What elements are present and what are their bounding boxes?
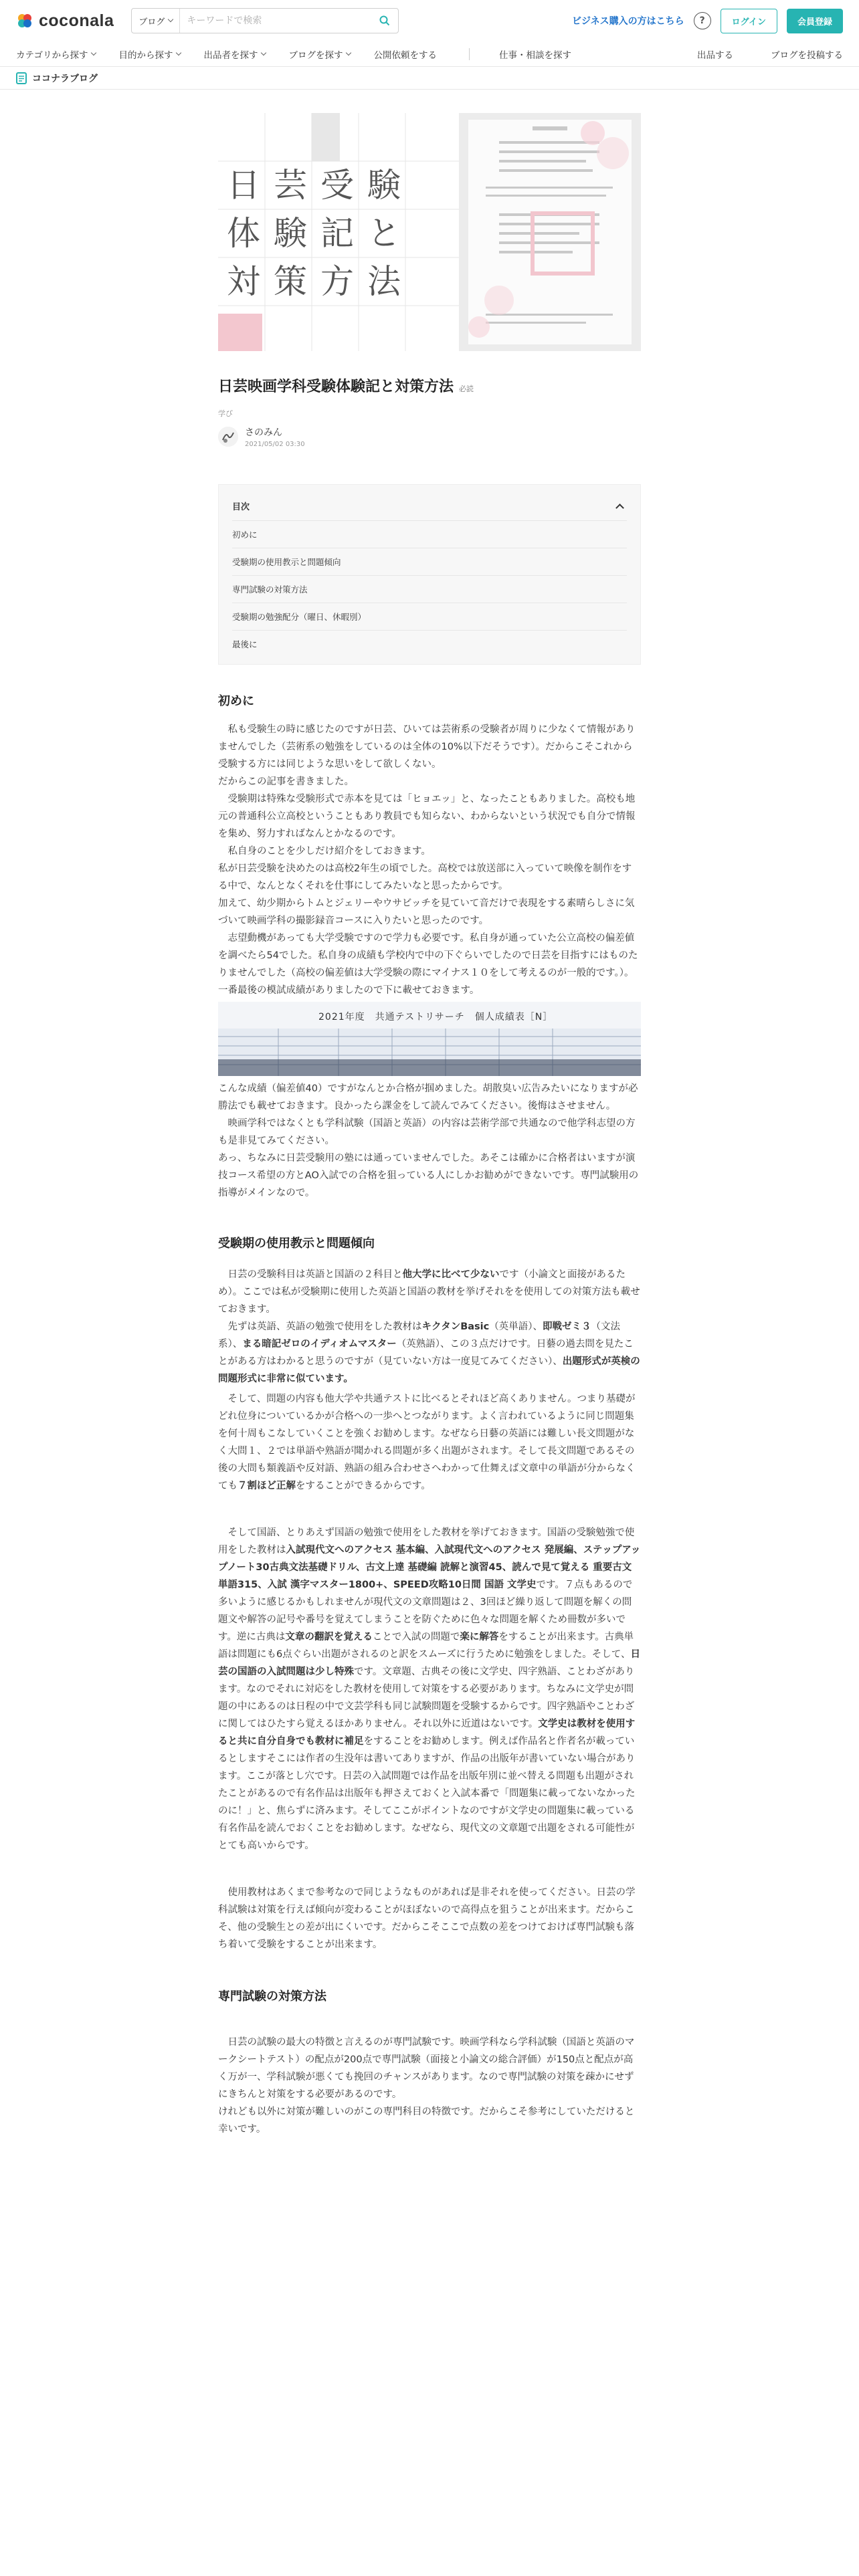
eyecatch-char: と	[367, 214, 401, 253]
toc-item[interactable]: 初めに	[232, 520, 627, 548]
chevron-down-icon	[91, 49, 96, 55]
text: をすることをお勧めします。例えば作品名と作者名が載っているとしますそこには作者の生没年は書いてありますが、作品の出版年が書いていない場合があります。ここが落とし穴です。日芸の入試問題では作品を出版年別に並べ替える問題も出題がされたことがあるので有名作品は出版年も押さえておくと入試本番で「問題集に載ってないなかったのに！」と、焦らずに済みます。そしてここがポイントなのですが文学史の問題集に載っている有名作品を読んでおくことをお勧めします。なぜなら、現代文の文章題で出題をされる可能性がとても高いからです。	[218, 1736, 636, 1851]
article-title: 日芸映画学科受験体験記と対策方法	[218, 379, 454, 395]
paragraph: 映画学科ではなくとも学科試験（国語と英語）の内容は芸術学部で共通なので他学科志望の方も是非見てみてください。	[218, 1118, 636, 1146]
help-icon[interactable]: ?	[694, 12, 711, 29]
emphasis: 入試現代文へのアクセス 基本編、入試現代文へのアクセス 発展編、ステップアップノート30古典文法基礎ドリル、古文上達 基礎編 読解と演習45、読んで見て覚える 重要古文単語315、入試 漢字マスター1800+、SPEED攻略10日間 国語 文学史	[218, 1545, 641, 1590]
blog-icon	[16, 72, 27, 84]
text: をすることが出来ます。古典単語は問題にも6点ぐらい出題がされるのと訳をスムーズに行うために勉強をしました。そして、	[218, 1632, 634, 1660]
chevron-up-icon[interactable]	[615, 504, 624, 512]
chevron-down-icon	[176, 49, 181, 55]
text: そして、問題の内容も他大学や共通テストに比べるとそれほど高くありません。つまり基礎がどれ位身についているかが合格への一歩へとつながります。よく言われているように同じ問題集を何十周もこなしていくことを強くお勧めします。なぜなら日藝の英語には難しい長文問題がなく大問１、２では単語や熟語が聞かれる問題が多く出題がされます。そして長文問題であるその後の大問も類義語や反対語、熟語の組み合わせさへわかって仕舞えば文章中の単語が分からなくても	[218, 1394, 636, 1491]
score-report-image	[218, 1002, 641, 1076]
toc-item[interactable]: 受験期の使用教示と問題傾向	[232, 548, 627, 575]
eyecatch-char: 験	[367, 166, 401, 205]
toc-item[interactable]: 専門試験の対策方法	[232, 575, 627, 603]
emphasis: ７割ほど正解	[237, 1481, 296, 1491]
eyecatch-title-panel	[218, 113, 459, 351]
blog-bar-label[interactable]: ココナラブログ	[32, 73, 98, 84]
nav-seller[interactable]	[203, 47, 266, 61]
text: （英単語）、	[489, 1321, 543, 1332]
search-category-select[interactable]	[132, 9, 180, 33]
eyecatch-image	[218, 113, 641, 351]
paragraph: あっ、ちなみに日芸受験用の塾には通っていませんでした。あそこは確かに合格者はいますが演技コース希望の方とAO入試での合格を狙っている人にしかお勧めができないです。専門試験用の指導がメインなので。	[218, 1153, 639, 1198]
search-bar	[131, 8, 399, 33]
nav-divider	[469, 48, 470, 60]
main-nav	[0, 41, 859, 67]
text: をすることができるからです。	[296, 1481, 431, 1491]
nav-sell[interactable]: 出品する	[697, 49, 733, 61]
paragraph	[218, 1266, 641, 1318]
text: 先ずは英語、英語の勉強で使用をした教材は	[227, 1321, 422, 1332]
nav-label: 仕事・相談を探す	[498, 49, 571, 61]
paragraph: 加えて、幼少期からトムとジェリーやウサビッチを見ていて音だけで表現をする素晴らしさに気づいて映画学科の撮影録音コースに入りたいと思ったのです。	[218, 898, 635, 926]
exam-slip-photo	[459, 113, 641, 351]
paragraph: 私が日芸受験を決めたのは高校2年生の頃でした。高校では放送部に入っていて映像を制作をする中で、なんとなくそれを仕事にしてみたいなと思ったからです。	[218, 863, 632, 891]
emphasis: 楽に解答	[460, 1632, 499, 1642]
nav-request[interactable]	[373, 47, 437, 61]
paragraph	[218, 1318, 641, 1388]
paragraph: 受験期は特殊な受験形式で赤本を見ては「ヒョエッ」と、なったこともありました。高校も地元の普通科公立高校ということもあり教員でも知らない、わからないという状況でも自分で情報を集め、努力すればなんとかなるのです。	[218, 794, 636, 839]
search-category-label: ブログ	[138, 17, 165, 27]
text: です。文章題、古典その後に文学史、四字熟語、ことわざがあります。なのでそれに対応をした教材を使用して対策をする必要があります。ちなみに文学史が問題の中にあるのは日程の中で文芸学科も同じ試験問題を受験するからです。四字熟語やことわざに関してはひたすら覚えるほかありません。それ以外に近道はないです。	[218, 1667, 635, 1729]
emphasis: 文学史は教材を使用すると共に自分自身でも教材に補足	[218, 1719, 636, 1747]
emphasis: 日芸の国語の入試問題は少し特殊	[218, 1649, 640, 1677]
coconala-logo-icon	[16, 12, 33, 29]
exam-slip-drawing	[459, 113, 641, 351]
chevron-down-icon	[168, 17, 173, 22]
chevron-down-icon	[346, 49, 351, 55]
nav-post-blog[interactable]: ブログを投稿する	[771, 49, 843, 61]
section-heading: 専門試験の対策方法	[218, 1990, 326, 2004]
search-button[interactable]	[371, 9, 398, 33]
eyecatch-char: 方	[320, 262, 354, 301]
text: です（小論文と面接があるため）。ここでは私が受験期に使用した英語と国語の教材を挙げそれをを使用しての対策方法も載せておきます。	[218, 1269, 640, 1315]
emphasis: 即戦ゼミ３	[543, 1321, 591, 1332]
logo-text: coconala	[39, 11, 114, 30]
paragraph: けれども以外に対策が難しいのがこの専門科目の特徴です。だからこそ参考にしていただけると幸いです。	[218, 2107, 635, 2135]
section-heading: 受験期の使用教示と問題傾向	[218, 1237, 375, 1251]
text: （文法系）、	[218, 1321, 620, 1350]
nav-label: 公開依頼をする	[373, 49, 437, 61]
emphasis: まる暗記ゼロのイディオムマスター	[242, 1339, 397, 1350]
eyecatch-char: 対	[227, 262, 260, 301]
top-header	[0, 0, 859, 41]
paragraph: 私も受験生の時に感じたのですが日芸、ひいては芸術系の受験者が周りに少なくて情報がありませんでした（芸術系の勉強をしているのは全体の10%以下だそうです）。だからこそこれから受験する方には同じような思いをして欲しくない。	[218, 724, 636, 770]
search-icon	[379, 15, 390, 26]
avatar[interactable]	[218, 427, 238, 447]
blog-bar	[0, 67, 859, 90]
avatar-image	[218, 427, 238, 447]
paragraph: 使用教材はあくまで参考なので同じようなものがあれば是非それを使ってください。日芸の学科試験は対策を行えば傾向が変わることがほぼないので高得点を狙うことが出来ます。だからこそ、他の受験生との差が出にくいです。だからこそここで点数の差をつけておけば専門試験も落ち着いて受験をすることが出来ます。	[218, 1887, 636, 1950]
article-category[interactable]: 学び	[218, 409, 233, 418]
eyecatch-char: 日	[227, 166, 260, 205]
emphasis: 他大学に比べて少ない	[402, 1269, 500, 1280]
paragraph	[218, 1524, 641, 1854]
author-info	[218, 425, 641, 448]
eyecatch-char: 芸	[274, 166, 307, 205]
table-of-contents	[218, 484, 641, 665]
paragraph: 志望動機があっても大学受験ですので学力も必要です。私自身が通っていた公立高校の偏差値を調べたら54でした。私自身の成績も学校内で中の下ぐらいでしたので日芸を目指すにはものたりませんでした（高校の偏差値は大学受験の際にマイナス１０をして考えるのが一般的です。）。一番最後の模試成績がありましたので下に載せておきます。	[218, 933, 638, 996]
paragraph: だからこの記事を書きました。	[218, 776, 354, 787]
business-purchase-link[interactable]: ビジネス購入の方はこちら	[572, 16, 684, 27]
nav-blog[interactable]	[288, 47, 351, 61]
emphasis: 文章の翻訳を覚える	[285, 1632, 373, 1642]
nav-job[interactable]	[499, 47, 571, 61]
post-date: 2021/05/02 03:30	[245, 441, 305, 448]
nav-label: ブログを探す	[288, 49, 343, 61]
text: （英熟語）、この３点だけです。日藝の過去問を見たことがある方はわかると思うのですが（見ていない方は一度見てみてください）、	[218, 1339, 634, 1367]
chevron-down-icon	[261, 49, 266, 55]
nav-purpose[interactable]	[118, 47, 181, 61]
score-report-caption: 2021年度 共通テストリサーチ 個人成績表［N］	[318, 1012, 553, 1023]
author-name[interactable]: さのみん	[245, 427, 282, 438]
section-heading: 初めに	[218, 694, 254, 708]
nav-label: カテゴリから探す	[16, 49, 88, 61]
article	[218, 90, 641, 2138]
search-input[interactable]	[180, 15, 371, 26]
nav-category[interactable]	[16, 47, 96, 61]
eyecatch-char: 体	[227, 214, 260, 253]
toc-item[interactable]: 最後に	[232, 630, 627, 657]
emphasis: キクタンBasic	[421, 1321, 490, 1332]
paragraph: こんな成績（偏差値40）ですがなんとか合格が掴めました。胡散臭い広告みたいになりますが必勝法でも載せておきます。良かったら課金をして読んでみてください。後悔はさせません。	[218, 1083, 638, 1111]
login-button[interactable]: ログイン	[721, 9, 777, 33]
eyecatch-char: 策	[274, 262, 307, 301]
nav-label: 出品者を探す	[203, 49, 258, 61]
article-tag: 必読	[459, 385, 474, 393]
nav-label: 目的から探す	[118, 49, 173, 61]
eyecatch-char: 受	[320, 166, 354, 205]
eyecatch-char: 法	[367, 262, 401, 301]
text: ことで入試の問題で	[372, 1632, 460, 1642]
paragraph: 私自身のことを少しだけ紹介をしておきます。	[227, 846, 431, 857]
paragraph: 日芸の試験の最大の特徴と言えるのが専門試験です。映画学科なら学科試験（国語と英語のマークシートテスト）の配点が200点で専門試験（面接と小論文の総合評価）が150点と配点が高く万が一、学科試験が悪くても挽回のチャンスがあります。なので専門試験の対策を疎かにせずにきちんと対策をする必要があるのです。	[218, 2037, 635, 2100]
eyecatch-char: 記	[320, 214, 354, 253]
register-button[interactable]: 会員登録	[787, 9, 843, 33]
text: 日芸の受験科目は英語と国語の２科目と	[227, 1269, 403, 1280]
paragraph	[218, 1390, 641, 1495]
toc-title: 目次	[232, 502, 250, 512]
logo[interactable]	[16, 11, 114, 31]
text: です。７点もあるので多いように感じるかもしれませんが現代文の文章問題は２、3回ほど繰り返して問題を解くの問題文や解答の記号や番号を覚えてしまうことを防ぐために色々な問題を解くため冊数が多いです。逆に古典は	[218, 1580, 633, 1642]
emphasis: 出題形式が英検の問題形式に非常に似ています。	[218, 1356, 640, 1384]
eyecatch-char: 験	[274, 214, 307, 253]
toc-item[interactable]: 受験期の勉強配分（曜日、休暇別）	[232, 603, 627, 630]
text: そして国語、とりあえず国語の勉強で使用をした教材を挙げておきます。国語の受験勉強で使用をした教材は	[218, 1527, 635, 1555]
